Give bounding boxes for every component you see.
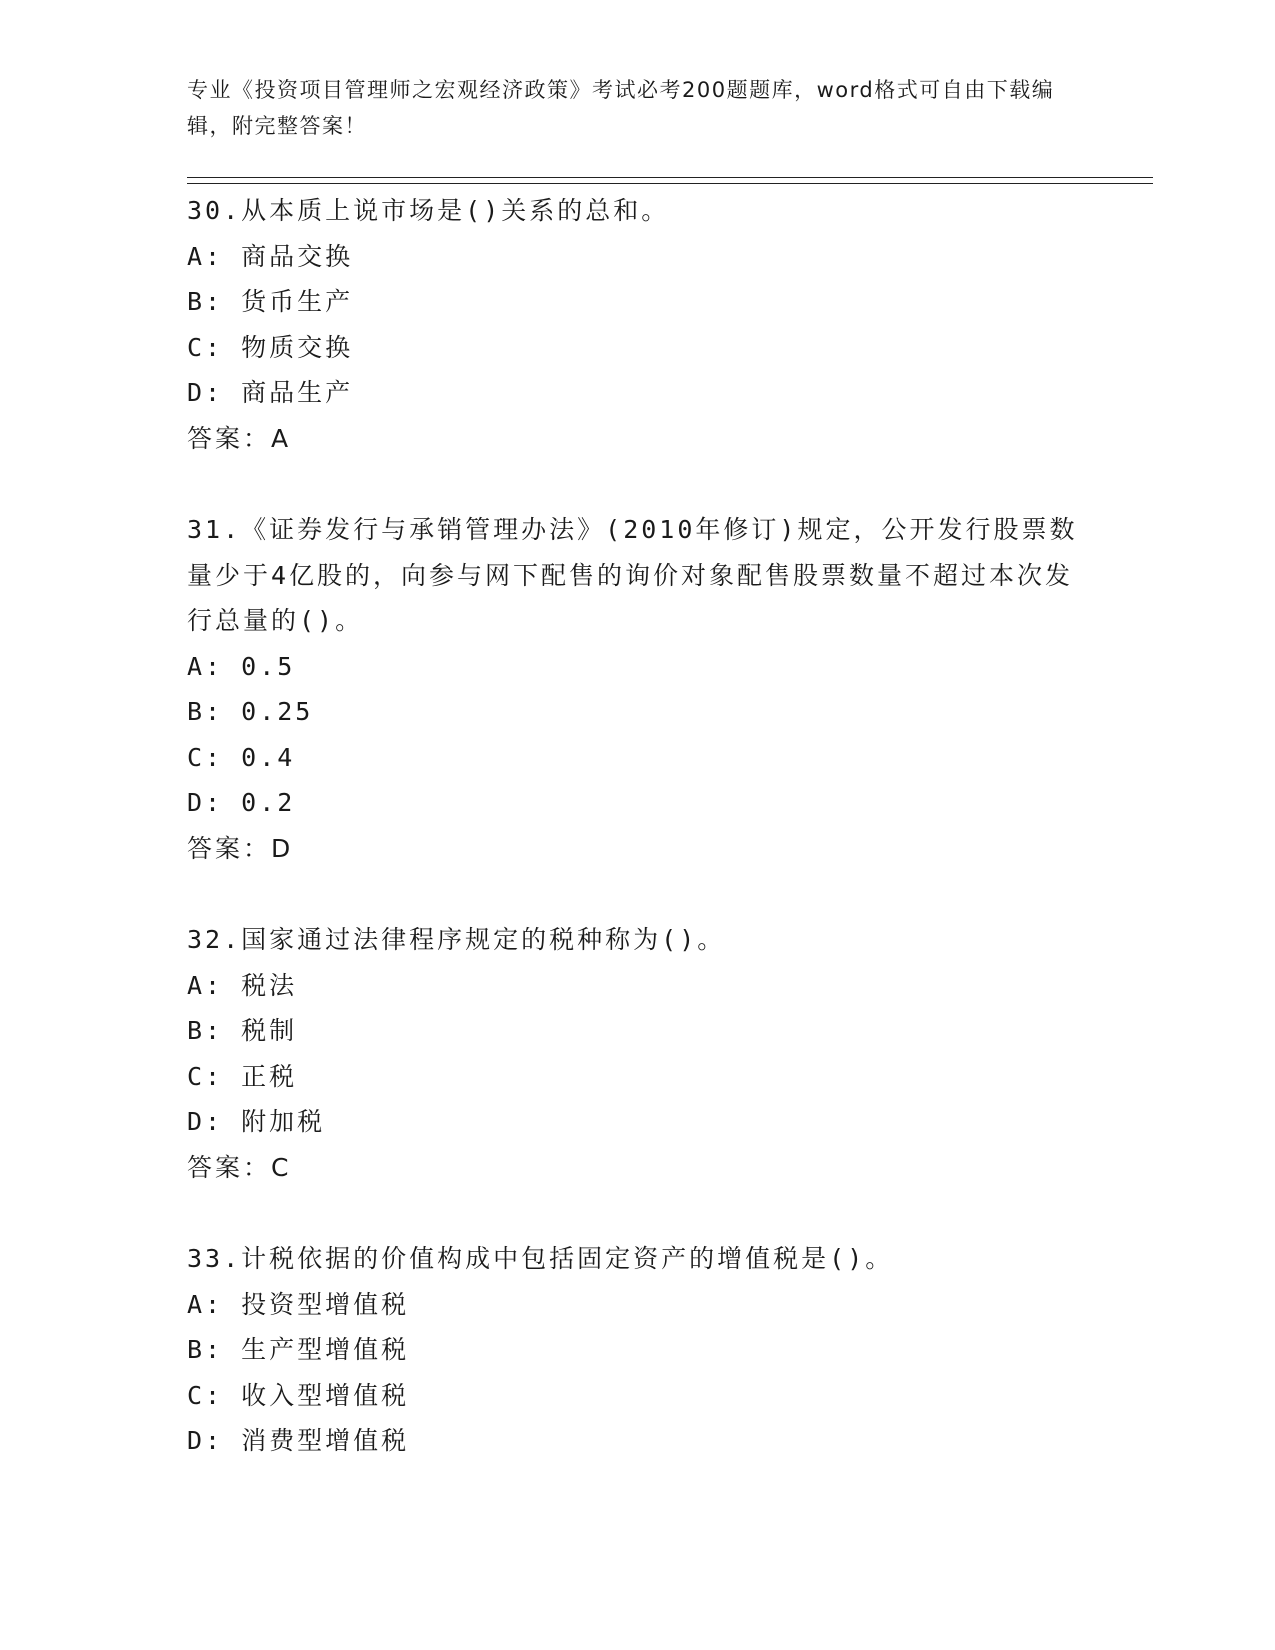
option-d: D: 商品生产 — [187, 378, 354, 407]
option-c: C: 正税 — [187, 1061, 298, 1091]
question-31 — [187, 507, 1107, 871]
answer-label: 答案：C — [187, 1152, 292, 1182]
option-c: C: 物质交换 — [187, 332, 354, 362]
question-list — [187, 188, 1107, 1510]
option-b: B: 货币生产 — [187, 287, 354, 316]
question-33 — [187, 1236, 1107, 1464]
option-b: B: 税制 — [187, 1016, 298, 1045]
option-a: A: 商品交换 — [187, 241, 354, 271]
document-header: 专业《投资项目管理师之宏观经济政策》考试必考200题题库，word格式可自由下载编辑，附完整答案！ — [187, 78, 1055, 138]
option-d: D: 消费型增值税 — [187, 1426, 410, 1455]
question-30 — [187, 188, 1107, 461]
option-c: C: 0.4 — [187, 742, 296, 772]
question-32 — [187, 917, 1107, 1190]
option-a: A: 0.5 — [187, 651, 296, 681]
option-d: D: 0.2 — [187, 788, 296, 817]
option-a: A: 投资型增值税 — [187, 1289, 410, 1319]
question-stem: 32.国家通过法律程序规定的税种称为()。 — [187, 925, 726, 954]
question-stem: 30.从本质上说市场是()关系的总和。 — [187, 196, 670, 225]
question-stem: 33.计税依据的价值构成中包括固定资产的增值税是()。 — [187, 1244, 894, 1273]
option-b: B: 0.25 — [187, 697, 314, 726]
header-divider — [187, 177, 1153, 184]
question-stem: 31.《证券发行与承销管理办法》(2010年修订)规定，公开发行股票数量少于4亿股的，向参与网下配售的询价对象配售股票数量不超过本次发行总量的()。 — [187, 515, 1078, 635]
answer-label: 答案：D — [187, 833, 294, 863]
answer-label: 答案：A — [187, 423, 292, 453]
option-a: A: 税法 — [187, 970, 298, 1000]
option-b: B: 生产型增值税 — [187, 1335, 410, 1364]
option-d: D: 附加税 — [187, 1107, 326, 1136]
option-c: C: 收入型增值税 — [187, 1380, 410, 1410]
